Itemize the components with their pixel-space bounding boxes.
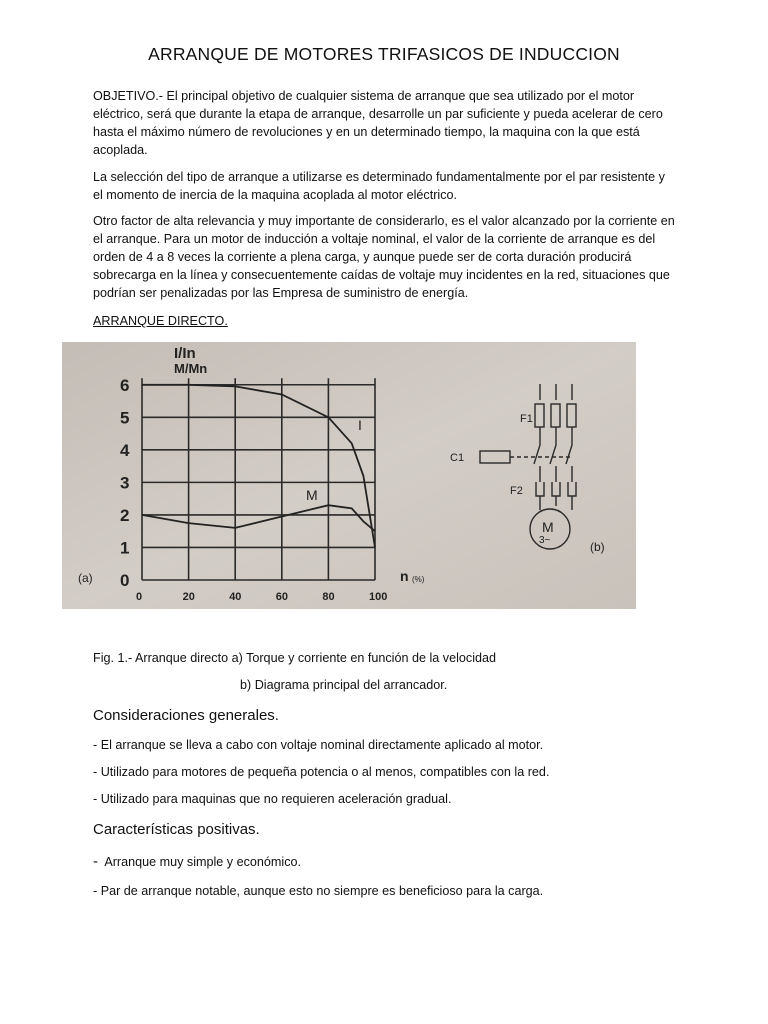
y-tick-label: 5	[120, 408, 130, 428]
y-tick-label: 0	[120, 571, 130, 590]
x-tick-label: 60	[275, 591, 289, 603]
x-axis-label: n	[400, 568, 409, 584]
feature-item	[93, 853, 301, 870]
y-axis-label-torque: M/Mn	[174, 361, 208, 376]
positive-features-heading: Características positivas.	[93, 821, 260, 838]
figure-caption-a: Fig. 1.- Arranque directo a) Torque y corriente en función de la velocidad	[93, 651, 496, 665]
curve-i-label: I	[358, 417, 362, 433]
current-factor-paragraph: Otro factor de alta relevancia y muy importante de considerarlo, es el valor alcanzado por la corriente en el arranque. Para un motor de inducción a voltaje nominal, el valor de la corriente de arranque es del orden de 4 a 8 veces la corriente a plena carga, y aunque puede ser de corta duración producirá sobrecarga en la línea y consecuentemente caídas de voltaje muy incidentes en la red, situaciones que podrían ser penalizadas por las Empresa de suministro de energía.	[93, 214, 675, 300]
figure-svg	[62, 342, 636, 609]
x-tick-label: 0	[136, 591, 143, 603]
fuse-label-f1: F1	[520, 413, 533, 425]
y-tick-label: 1	[120, 538, 130, 558]
x-tick-label: 80	[322, 591, 335, 603]
curve-m-label: M	[306, 487, 318, 503]
y-axis-label-current: I/In	[174, 345, 196, 362]
consideration-item: - Utilizado para motores de pequeña potencia o al menos, compatibles con la red.	[93, 765, 550, 779]
y-tick-label: 3	[120, 473, 130, 493]
motor-phase-label: 3~	[539, 535, 551, 546]
figure-photo	[62, 342, 636, 609]
section-subtitle: ARRANQUE DIRECTO.	[93, 314, 228, 328]
objective-paragraph: OBJETIVO.- El principal objetivo de cualquier sistema de arranque que sea utilizado por el motor eléctrico, será que durante la etapa de arranque, desarrolle un par suficiente y pueda acelerar de cero hasta el máximo número de revoluciones y en un determinado tiempo, la maquina con la que está acoplada.	[93, 89, 663, 157]
considerations-heading: Consideraciones generales.	[93, 707, 279, 724]
feature-text: Arranque muy simple y económico.	[104, 855, 301, 869]
figure-caption-b: b) Diagrama principal del arrancador.	[240, 678, 448, 692]
panel-a-label: (a)	[78, 571, 93, 585]
feature-dash: -	[93, 853, 98, 870]
x-tick-label: 40	[229, 591, 242, 603]
y-tick-label: 4	[120, 440, 130, 460]
x-tick-label: 100	[369, 591, 388, 603]
motor-label: M	[542, 519, 554, 535]
consideration-item: - Utilizado para maquinas que no requieren aceleración gradual.	[93, 792, 452, 806]
consideration-item: - El arranque se lleva a cabo con voltaje nominal directamente aplicado al motor.	[93, 738, 544, 752]
panel-b-label: (b)	[590, 540, 605, 554]
feature-item: - Par de arranque notable, aunque esto no siempre es beneficioso para la carga.	[93, 884, 544, 898]
relay-label-f2: F2	[510, 485, 523, 497]
coil-label-c1: C1	[450, 452, 465, 464]
selection-paragraph: La selección del tipo de arranque a utilizarse es determinado fundamentalmente por el par resistente y el momento de inercia de la maquina acoplada al motor eléctrico.	[93, 170, 665, 202]
y-tick-label: 6	[120, 375, 130, 395]
x-tick-label: 20	[182, 591, 195, 603]
x-axis-unit: (%)	[412, 575, 425, 584]
document-title: ARRANQUE DE MOTORES TRIFASICOS DE INDUCCION	[148, 44, 620, 64]
y-tick-label: 2	[120, 505, 130, 525]
